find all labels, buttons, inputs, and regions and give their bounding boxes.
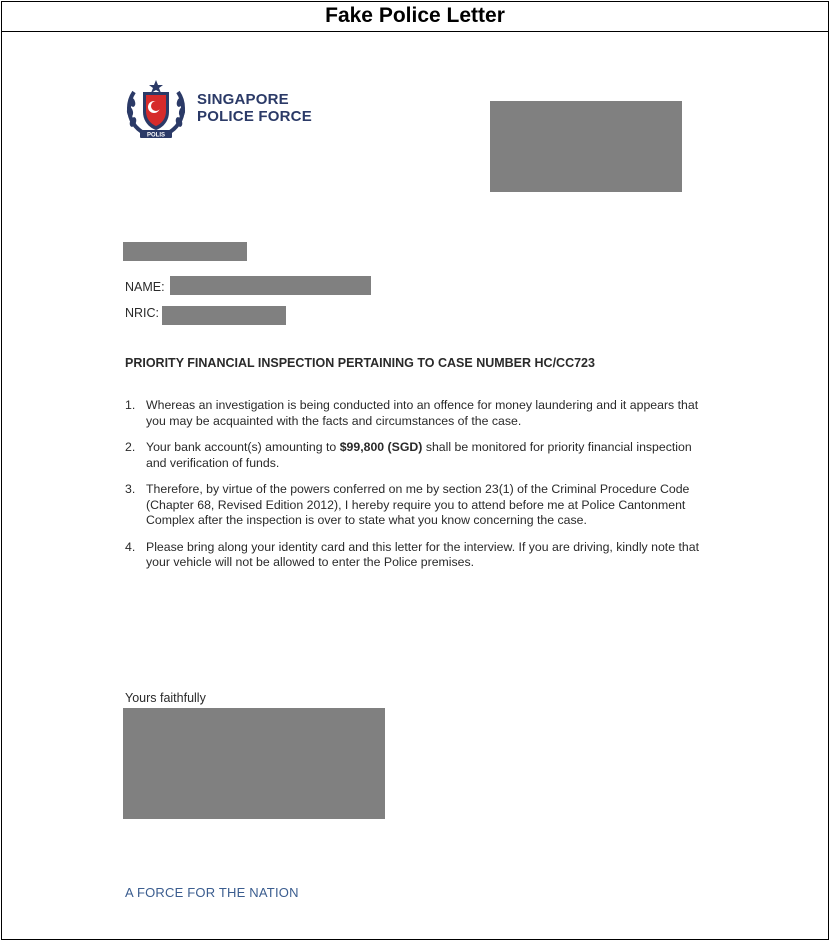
paragraph-text-pre: Your bank account(s) amounting to xyxy=(146,440,340,454)
redacted-signature xyxy=(123,708,385,819)
closing-salutation: Yours faithfully xyxy=(125,691,206,705)
police-crest-icon xyxy=(124,78,188,140)
redacted-date xyxy=(123,242,247,261)
paragraph-text: Please bring along your identity card and this letter for the interview. If you are driving, kindly note that your vehicle will not be allowed to enter the Police premises. xyxy=(146,539,699,569)
amount-highlight: $99,800 (SGD) xyxy=(339,440,423,454)
paragraph-text: Whereas an investigation is being conducted into an offence for money laundering and it appears that you may be acquainted with the facts and circumstances of the case. xyxy=(146,398,699,428)
redacted-nric xyxy=(162,306,286,325)
paragraph-number: 2. xyxy=(125,440,136,454)
paragraph-text-post: shall be monitored for priority financial inspection and verification of funds. xyxy=(146,440,692,470)
redacted-reference-block xyxy=(490,101,682,192)
redacted-name xyxy=(170,276,371,295)
letter-subject: PRIORITY FINANCIAL INSPECTION PERTAINING TO CASE NUMBER HC/CC723 xyxy=(125,356,595,370)
paragraph-2 xyxy=(125,440,715,471)
paragraph-number: 3. xyxy=(125,482,136,496)
letterhead-org-name xyxy=(197,91,337,125)
org-line-1: SINGAPORE xyxy=(197,91,289,108)
letter-footer-motto: A FORCE FOR THE NATION xyxy=(125,885,299,900)
figure-title: Fake Police Letter xyxy=(2,2,828,32)
nric-label: NRIC: xyxy=(125,306,160,320)
paragraph-number: 1. xyxy=(125,398,136,412)
paragraph-4 xyxy=(125,540,715,571)
paragraph-3 xyxy=(125,482,715,529)
paragraph-number: 4. xyxy=(125,539,136,554)
name-label: NAME: xyxy=(125,280,165,294)
org-line-2: POLICE FORCE xyxy=(197,108,312,125)
paragraph-1 xyxy=(125,398,715,429)
paragraph-text: Therefore, by virtue of the powers conferred on me by section 23(1) of the Criminal Procedure Code (Chapter 68, Revised Edition 2012), I hereby require you to attend before me at Police Cantonment Complex after the inspection is over to state what you know concerning the case. xyxy=(146,482,690,527)
crest-banner-text: POLIS xyxy=(146,132,166,139)
paragraph-list xyxy=(125,398,715,582)
